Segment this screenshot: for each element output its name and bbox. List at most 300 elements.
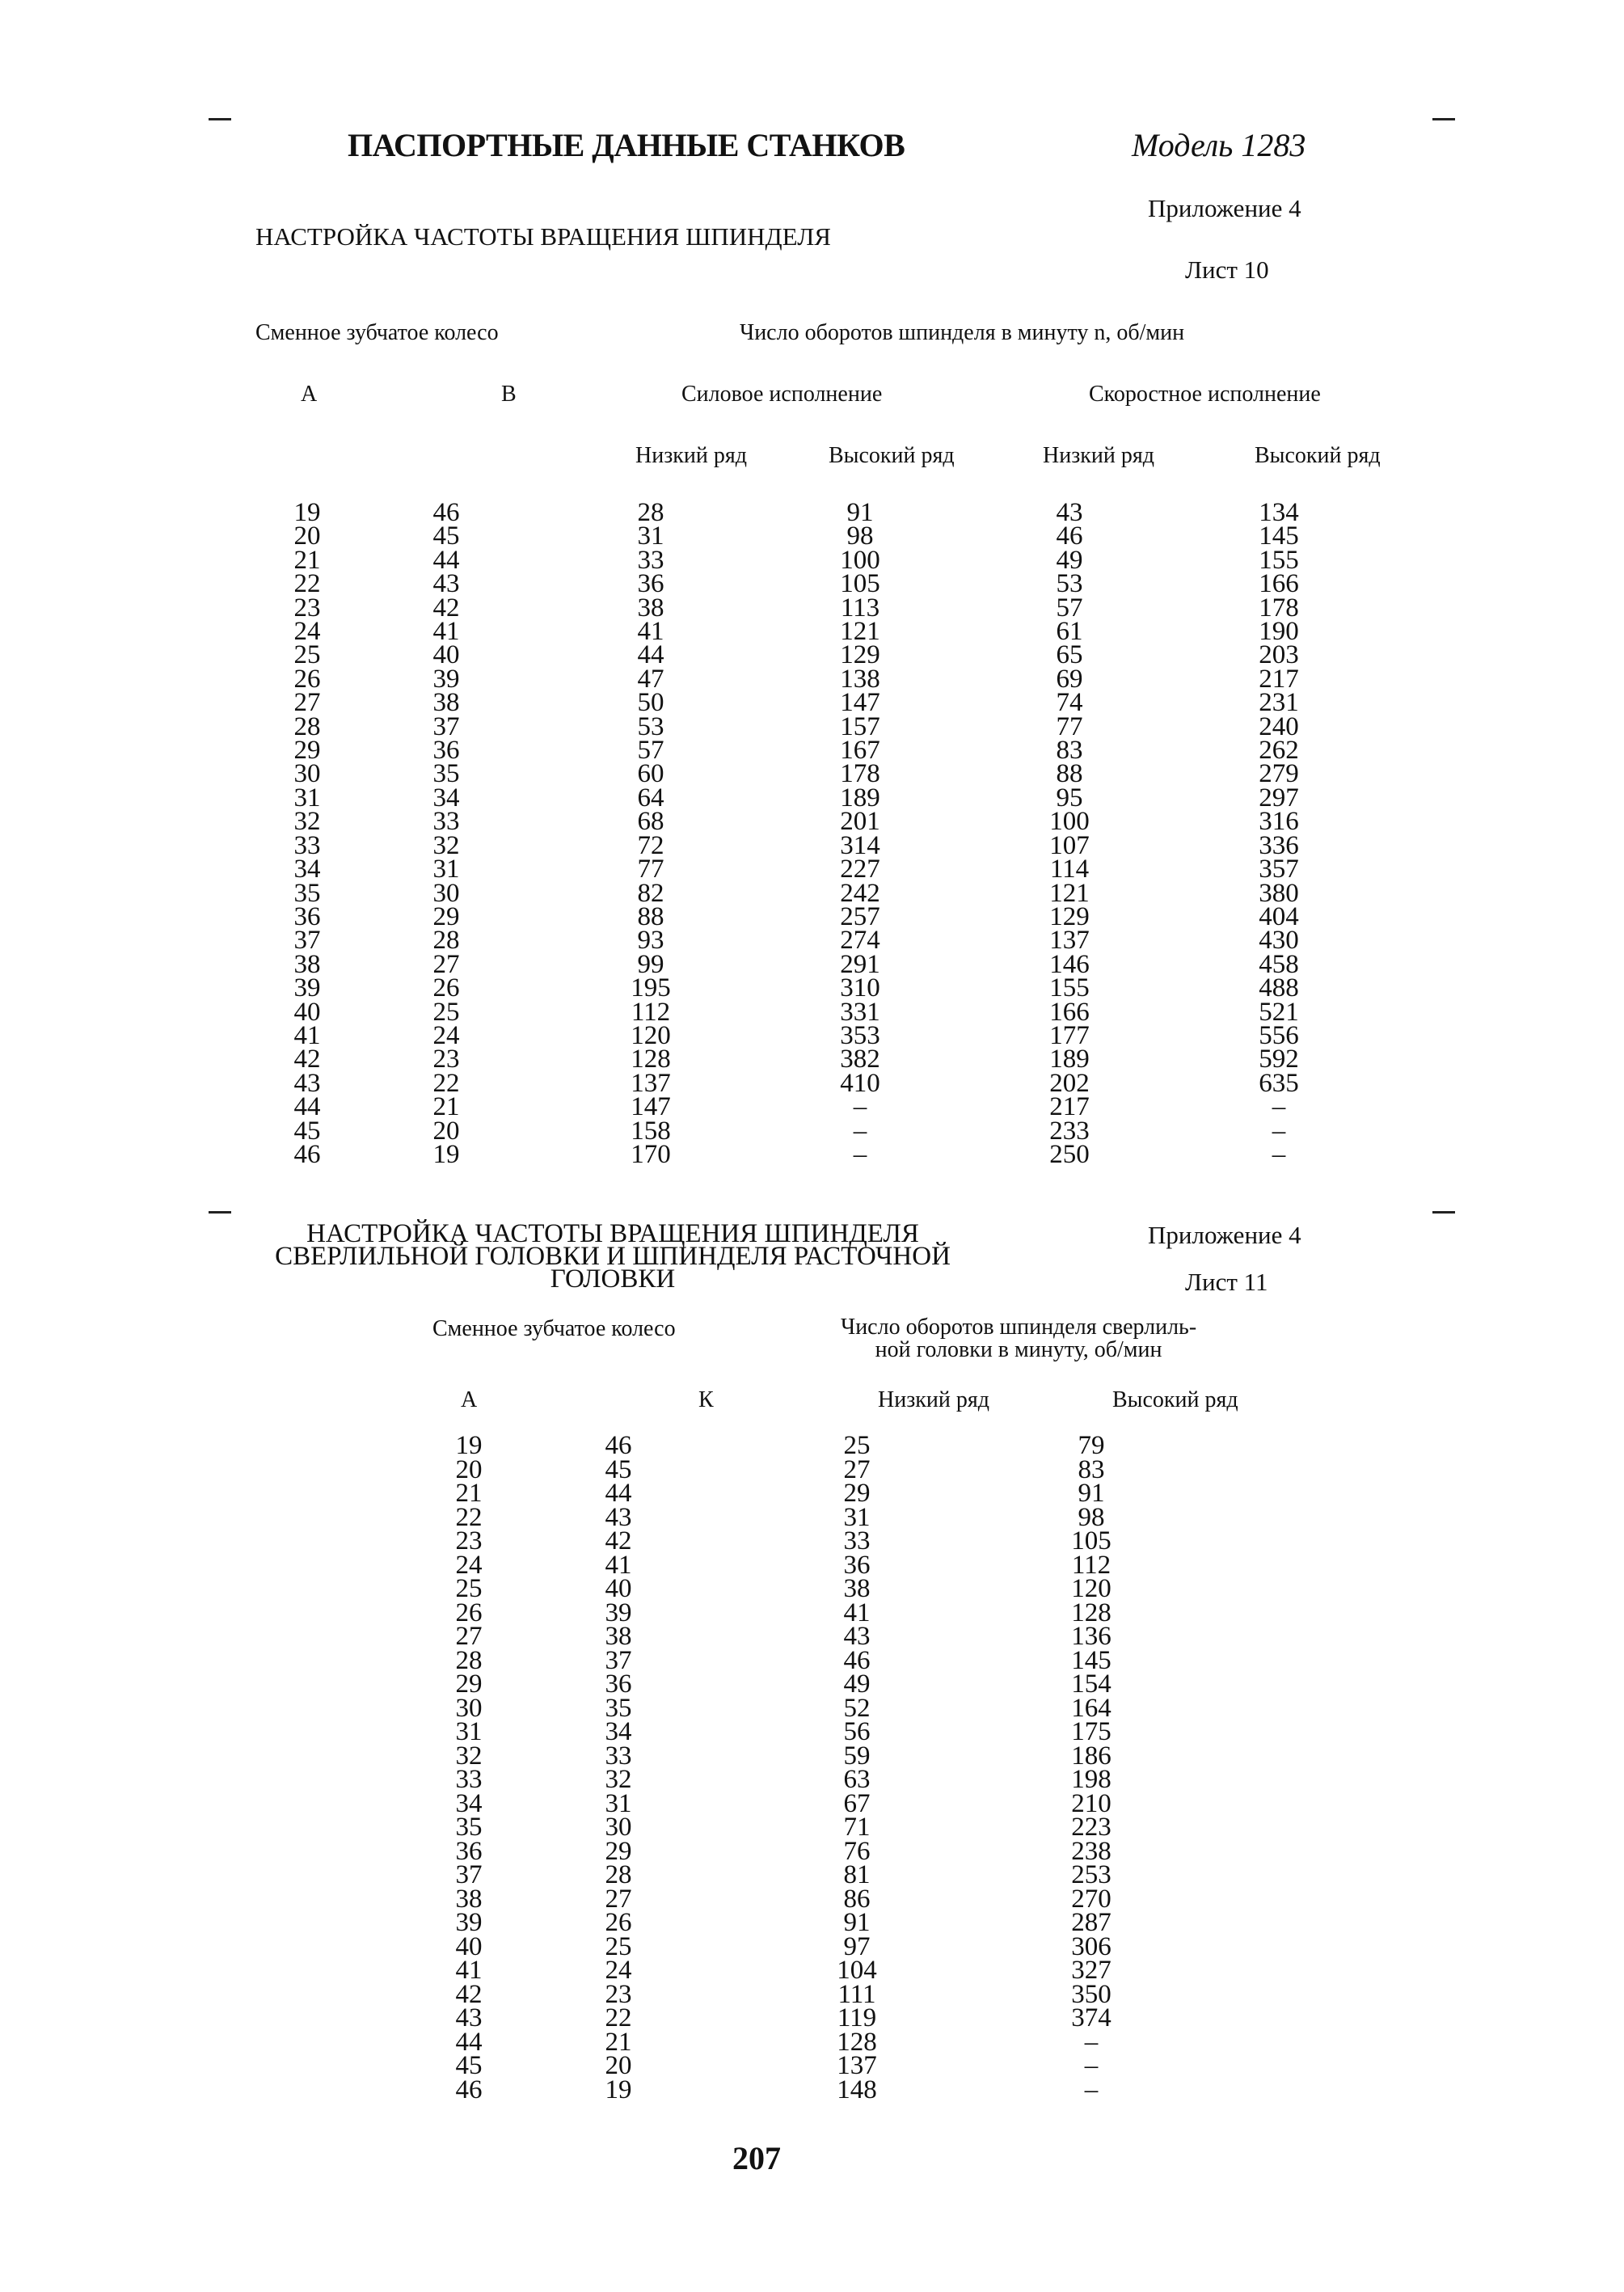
speed-high-header: Высокий ряд [1255,443,1381,468]
table-cell-b: 21 [432,1092,460,1122]
table-cell-speed-high: 458 [1259,949,1299,979]
table-cell-power-high: 353 [840,1020,880,1050]
table-cell-power-high: – [853,1092,867,1122]
col-k-header-2: К [698,1387,714,1412]
table-cell-b: 42 [432,593,460,623]
table-cell-power-low: 50 [637,688,664,718]
model-label: Модель 1283 [1132,127,1306,163]
table-cell-a: 23 [455,1526,483,1555]
table-cell-speed-low: 49 [1056,545,1083,575]
table-cell-a: 39 [293,973,321,1003]
section2-title-line3: ГОЛОВКИ [550,1264,676,1294]
table-cell-high: 120 [1071,1574,1111,1603]
table-cell-b: 26 [432,973,460,1003]
table-cell-high: 136 [1071,1622,1111,1651]
table-cell-k: 22 [605,2003,632,2032]
table-cell-low: 29 [843,1479,871,1508]
table-cell-a: 30 [293,759,321,789]
table-cell-a: 31 [455,1717,483,1746]
table-cell-speed-low: 129 [1049,901,1090,931]
table-cell-b: 32 [432,830,460,860]
table-cell-high: 145 [1071,1645,1111,1675]
gear-header-2: Сменное зубчатое колесо [432,1316,676,1341]
table-cell-high: 186 [1071,1741,1111,1771]
table-cell-b: 25 [432,997,460,1027]
table-cell-speed-high: 430 [1259,926,1299,956]
power-high-header: Высокий ряд [829,443,955,468]
table-cell-power-low: 72 [637,830,664,860]
table-cell-high: – [1084,2051,1099,2080]
table-cell-power-low: 82 [637,878,664,908]
table-row [267,1143,1382,1167]
table-cell-b: 38 [432,688,460,718]
table-cell-a: 35 [293,878,321,908]
table-cell-low: 27 [843,1454,871,1484]
table-cell-power-high: 242 [840,878,880,908]
table-cell-high: 105 [1071,1526,1111,1555]
table-cell-b: 24 [432,1020,460,1050]
table-cell-a: 32 [455,1741,483,1771]
table-cell-speed-low: 53 [1056,569,1083,599]
sheet-label-1: Лист 10 [1185,255,1269,284]
table-cell-speed-low: 61 [1056,617,1083,647]
table-cell-k: 41 [605,1550,632,1580]
table-cell-low: 104 [837,1956,877,1985]
table-cell-k: 26 [605,1908,632,1937]
table-cell-a: 44 [455,2027,483,2057]
table-cell-speed-high: 592 [1259,1045,1299,1074]
table-cell-a: 42 [293,1045,321,1074]
table-cell-high: 83 [1078,1454,1105,1484]
table-cell-a: 22 [293,569,321,599]
table-cell-power-high: – [853,1116,867,1146]
table-cell-speed-high: 297 [1259,783,1299,813]
table-cell-k: 34 [605,1717,632,1746]
table-cell-high: 327 [1071,1956,1111,1985]
table-cell-speed-high: 336 [1259,830,1299,860]
table-cell-a: 25 [293,640,321,670]
table-cell-power-low: 60 [637,759,664,789]
rpm-header-1: Число оборотов шпинделя в минуту n, об/мин [740,320,1185,345]
table-cell-a: 29 [293,736,321,766]
table-cell-a: 46 [293,1139,321,1169]
table-cell-high: 238 [1071,1836,1111,1866]
table-cell-a: 35 [455,1813,483,1842]
table-cell-a: 41 [293,1020,321,1050]
table-cell-speed-high: 380 [1259,878,1299,908]
speed-low-header: Низкий ряд [1043,443,1154,468]
table-cell-power-low: 170 [631,1139,671,1169]
table-cell-power-high: 100 [840,545,880,575]
table-cell-speed-low: 137 [1049,926,1090,956]
table-cell-k: 31 [605,1788,632,1818]
table-cell-speed-high: 262 [1259,736,1299,766]
table-cell-low: 71 [843,1813,871,1842]
table-cell-low: 137 [837,2051,877,2080]
table-cell-power-low: 64 [637,783,664,813]
table-cell-power-low: 158 [631,1116,671,1146]
appendix-label-1: Приложение 4 [1148,194,1301,222]
table-cell-low: 59 [843,1741,871,1771]
table-cell-a: 26 [293,664,321,694]
high-header-2: Высокий ряд [1112,1387,1238,1412]
table-cell-power-low: 137 [631,1068,671,1098]
table-cell-k: 44 [605,1479,632,1508]
table-cell-power-low: 112 [631,997,671,1027]
table-cell-low: 36 [843,1550,871,1580]
table-cell-power-low: 88 [637,901,664,931]
table-cell-k: 20 [605,2051,632,2080]
table-cell-a: 33 [455,1765,483,1794]
table-cell-a: 43 [293,1068,321,1098]
table-cell-speed-low: 74 [1056,688,1083,718]
table-cell-speed-low: 100 [1049,807,1090,837]
table-cell-low: 97 [843,1931,871,1961]
table-cell-low: 38 [843,1574,871,1603]
table-cell-a: 19 [293,498,321,527]
table-cell-low: 33 [843,1526,871,1555]
table-cell-b: 37 [432,711,460,741]
table-cell-power-low: 68 [637,807,664,837]
table-cell-low: 43 [843,1622,871,1651]
table-cell-k: 23 [605,1979,632,2009]
power-low-header: Низкий ряд [635,443,747,468]
section2-title-line1: НАСТРОЙКА ЧАСТОТЫ ВРАЩЕНИЯ ШПИНДЕЛЯ [306,1219,919,1248]
table-cell-speed-low: 83 [1056,736,1083,766]
table-cell-low: 128 [837,2027,877,2057]
table-cell-a: 25 [455,1574,483,1603]
table-cell-power-high: 291 [840,949,880,979]
table-cell-power-high: 189 [840,783,880,813]
low-header-2: Низкий ряд [878,1387,989,1412]
table-cell-power-high: 113 [840,593,880,623]
table-cell-b: 39 [432,664,460,694]
table-row [437,2079,1204,2103]
table-cell-power-high: 167 [840,736,880,766]
table-cell-b: 43 [432,569,460,599]
table-cell-high: 306 [1071,1931,1111,1961]
table-cell-high: 164 [1071,1693,1111,1723]
table-cell-high: 270 [1071,1884,1111,1914]
table-cell-power-low: 53 [637,711,664,741]
table-cell-b: 27 [432,949,460,979]
table-cell-power-high: 138 [840,664,880,694]
table-cell-power-low: 195 [631,973,671,1003]
table-cell-low: 91 [843,1908,871,1937]
rpm-header-2 [841,1316,1196,1361]
table-cell-speed-high: – [1272,1116,1286,1146]
table-cell-a: 24 [455,1550,483,1580]
table-cell-low: 49 [843,1669,871,1699]
table-cell-b: 40 [432,640,460,670]
table-cell-low: 52 [843,1693,871,1723]
table-cell-k: 25 [605,1931,632,1961]
table-cell-b: 23 [432,1045,460,1074]
table-cell-speed-low: 233 [1049,1116,1090,1146]
table-cell-b: 34 [432,783,460,813]
table-cell-speed-low: 121 [1049,878,1090,908]
table-cell-k: 36 [605,1669,632,1699]
table-cell-speed-low: 146 [1049,949,1090,979]
table-cell-b: 45 [432,521,460,551]
table-cell-a: 43 [455,2003,483,2032]
table-cell-high: 287 [1071,1908,1111,1937]
table-cell-low: 41 [843,1598,871,1627]
table-cell-power-high: 178 [840,759,880,789]
table-cell-k: 29 [605,1836,632,1866]
table-cell-k: 38 [605,1622,632,1651]
table-cell-power-low: 128 [631,1045,671,1074]
table-cell-power-low: 57 [637,736,664,766]
table-cell-k: 37 [605,1645,632,1675]
speed-header: Скоростное исполнение [1089,382,1321,407]
table-cell-low: 31 [843,1502,871,1532]
table-cell-speed-high: 231 [1259,688,1299,718]
table-cell-speed-high: 521 [1259,997,1299,1027]
table-cell-a: 30 [455,1693,483,1723]
table-cell-high: 79 [1078,1431,1105,1460]
corner-mark-top-right [1432,118,1455,120]
table-cell-high: – [1084,2027,1099,2057]
section1-title: НАСТРОЙКА ЧАСТОТЫ ВРАЩЕНИЯ ШПИНДЕЛЯ [255,222,831,251]
table-cell-speed-low: 57 [1056,593,1083,623]
table-cell-a: 34 [455,1788,483,1818]
table-cell-b: 19 [432,1139,460,1169]
table-cell-low: 63 [843,1765,871,1794]
table-cell-speed-high: 488 [1259,973,1299,1003]
table-cell-b: 20 [432,1116,460,1146]
table-cell-high: 112 [1071,1550,1111,1580]
table-cell-k: 35 [605,1693,632,1723]
table-cell-a: 20 [455,1454,483,1484]
table-cell-k: 33 [605,1741,632,1771]
col-b-header-1: В [501,382,517,407]
table-cell-power-low: 33 [637,545,664,575]
table-cell-low: 56 [843,1717,871,1746]
table-cell-power-high: 121 [840,617,880,647]
table-cell-k: 28 [605,1860,632,1889]
table-cell-speed-low: 166 [1049,997,1090,1027]
table-cell-a: 21 [293,545,321,575]
table-cell-high: 253 [1071,1860,1111,1889]
table-cell-k: 40 [605,1574,632,1603]
table-cell-speed-low: 202 [1049,1068,1090,1098]
table-cell-a: 19 [455,1431,483,1460]
table-cell-a: 24 [293,617,321,647]
table-cell-power-high: 129 [840,640,880,670]
table-cell-speed-low: 217 [1049,1092,1090,1122]
table-cell-a: 29 [455,1669,483,1699]
table-cell-power-low: 99 [637,949,664,979]
corner-mark-mid-left [209,1211,231,1214]
table-cell-k: 21 [605,2027,632,2057]
table-cell-power-high: 227 [840,855,880,884]
table-cell-power-high: 314 [840,830,880,860]
table-cell-low: 81 [843,1860,871,1889]
table-cell-speed-low: 189 [1049,1045,1090,1074]
table-cell-b: 31 [432,855,460,884]
table-cell-a: 21 [455,1479,483,1508]
table-cell-speed-high: 178 [1259,593,1299,623]
table-cell-a: 38 [293,949,321,979]
table-cell-power-high: 157 [840,711,880,741]
table-cell-a: 45 [455,2051,483,2080]
table-cell-b: 41 [432,617,460,647]
drill-head-speed-table [437,1431,1204,2104]
table-cell-k: 45 [605,1454,632,1484]
table-cell-low: 67 [843,1788,871,1818]
table-cell-speed-high: 404 [1259,901,1299,931]
table-cell-a: 42 [455,1979,483,2009]
table-cell-a: 37 [455,1860,483,1889]
table-cell-speed-low: 46 [1056,521,1083,551]
table-cell-high: 128 [1071,1598,1111,1627]
table-cell-power-high: – [853,1139,867,1169]
table-cell-speed-high: – [1272,1092,1286,1122]
table-cell-low: 111 [837,1979,876,2009]
table-cell-a: 33 [293,830,321,860]
table-cell-high: 175 [1071,1717,1111,1746]
table-cell-b: 46 [432,498,460,527]
table-cell-speed-low: 155 [1049,973,1090,1003]
table-cell-k: 46 [605,1431,632,1460]
section2-title [249,1219,977,1294]
table-cell-low: 119 [837,2003,877,2032]
table-cell-power-low: 77 [637,855,664,884]
table-cell-k: 24 [605,1956,632,1985]
table-cell-low: 76 [843,1836,871,1866]
table-cell-k: 42 [605,1526,632,1555]
table-cell-a: 26 [455,1598,483,1627]
table-cell-speed-high: 166 [1259,569,1299,599]
table-cell-speed-high: 556 [1259,1020,1299,1050]
table-cell-power-high: 331 [840,997,880,1027]
table-cell-speed-high: 217 [1259,664,1299,694]
table-cell-speed-high: 279 [1259,759,1299,789]
table-cell-speed-high: 635 [1259,1068,1299,1098]
col-a-header-2: А [461,1387,478,1412]
table-cell-a: 27 [293,688,321,718]
table-cell-k: 19 [605,2075,632,2104]
table-cell-power-high: 310 [840,973,880,1003]
rpm-header-2-line2: ной головки в минуту, об/мин [875,1337,1162,1362]
rpm-header-2-line1: Число оборотов шпинделя сверлиль- [841,1315,1197,1340]
table-cell-power-high: 201 [840,807,880,837]
table-cell-b: 30 [432,878,460,908]
table-cell-speed-low: 77 [1056,711,1083,741]
table-cell-high: 374 [1071,2003,1111,2032]
corner-mark-mid-right [1432,1211,1455,1214]
table-cell-b: 36 [432,736,460,766]
table-cell-speed-high: 203 [1259,640,1299,670]
table-cell-low: 86 [843,1884,871,1914]
table-cell-a: 31 [293,783,321,813]
sheet-label-2: Лист 11 [1185,1268,1268,1296]
table-cell-a: 38 [455,1884,483,1914]
table-cell-high: 223 [1071,1813,1111,1842]
table-cell-power-high: 410 [840,1068,880,1098]
table-cell-a: 40 [293,997,321,1027]
table-cell-high: 154 [1071,1669,1111,1699]
table-cell-k: 30 [605,1813,632,1842]
table-cell-power-low: 44 [637,640,664,670]
table-cell-speed-low: 65 [1056,640,1083,670]
table-cell-power-low: 47 [637,664,664,694]
table-cell-low: 46 [843,1645,871,1675]
table-cell-a: 36 [293,901,321,931]
table-cell-speed-low: 250 [1049,1139,1090,1169]
table-cell-a: 37 [293,926,321,956]
table-cell-b: 28 [432,926,460,956]
table-cell-speed-high: 316 [1259,807,1299,837]
table-cell-a: 45 [293,1116,321,1146]
table-cell-power-low: 38 [637,593,664,623]
table-cell-speed-high: 240 [1259,711,1299,741]
table-cell-speed-low: 69 [1056,664,1083,694]
table-cell-a: 44 [293,1092,321,1122]
table-cell-speed-high: – [1272,1139,1286,1169]
table-cell-power-low: 31 [637,521,664,551]
power-header: Силовое исполнение [681,382,883,407]
table-cell-low: 25 [843,1431,871,1460]
table-cell-a: 20 [293,521,321,551]
table-cell-a: 46 [455,2075,483,2104]
table-cell-high: 91 [1078,1479,1105,1508]
table-cell-low: 148 [837,2075,877,2104]
table-cell-speed-high: 134 [1259,498,1299,527]
table-cell-b: 22 [432,1068,460,1098]
table-cell-a: 28 [455,1645,483,1675]
table-cell-speed-high: 357 [1259,855,1299,884]
table-cell-a: 41 [455,1956,483,1985]
table-cell-a: 28 [293,711,321,741]
section2-title-line2: СВЕРЛИЛЬНОЙ ГОЛОВКИ И ШПИНДЕЛЯ РАСТОЧНОЙ [275,1242,951,1271]
table-cell-power-low: 28 [637,498,664,527]
table-cell-power-low: 120 [631,1020,671,1050]
table-cell-b: 35 [432,759,460,789]
table-cell-power-high: 147 [840,688,880,718]
table-cell-a: 32 [293,807,321,837]
table-cell-k: 27 [605,1884,632,1914]
appendix-label-2: Приложение 4 [1148,1221,1301,1249]
table-cell-a: 39 [455,1908,483,1937]
table-cell-a: 27 [455,1622,483,1651]
page-number: 207 [732,2140,781,2176]
table-cell-speed-low: 107 [1049,830,1090,860]
table-cell-speed-low: 88 [1056,759,1083,789]
col-a-header-1: А [301,382,318,407]
table-cell-power-high: 257 [840,901,880,931]
table-cell-speed-low: 95 [1056,783,1083,813]
gear-header-1: Сменное зубчатое колесо [255,320,499,345]
table-cell-a: 36 [455,1836,483,1866]
table-cell-speed-low: 43 [1056,498,1083,527]
table-cell-power-high: 382 [840,1045,880,1074]
page-header-title: ПАСПОРТНЫЕ ДАННЫЕ СТАНКОВ [348,127,905,163]
table-cell-b: 33 [432,807,460,837]
spindle-speed-table [267,498,1382,1169]
corner-mark-top-left [209,118,231,120]
table-cell-k: 32 [605,1765,632,1794]
table-cell-power-high: 98 [846,521,874,551]
table-cell-b: 29 [432,901,460,931]
table-cell-power-high: 105 [840,569,880,599]
table-cell-a: 23 [293,593,321,623]
table-cell-k: 43 [605,1502,632,1532]
table-cell-power-high: 274 [840,926,880,956]
table-cell-high: 210 [1071,1788,1111,1818]
table-cell-high: 98 [1078,1502,1105,1532]
